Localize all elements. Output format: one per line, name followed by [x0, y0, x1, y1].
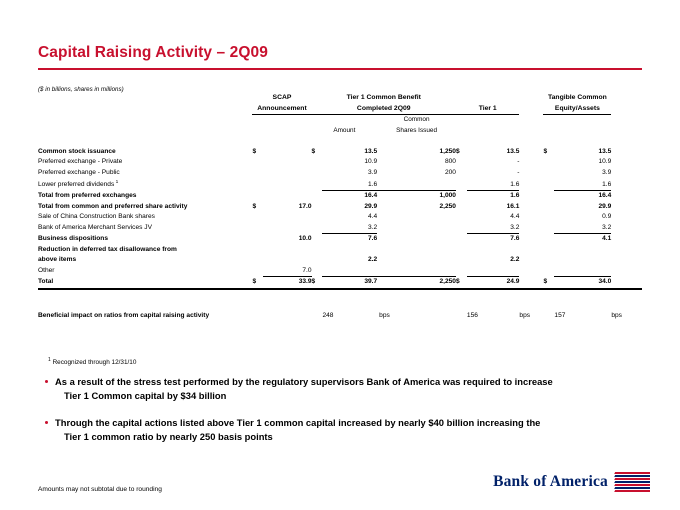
row-label: Sale of China Construction Bank shares: [38, 213, 155, 221]
row-currency-tier1: [456, 255, 467, 266]
row-label: above items: [38, 256, 77, 264]
row-shares-value: 800: [444, 158, 456, 165]
row-currency-tce: [543, 245, 554, 256]
row-tier1-value: 3.2: [467, 223, 520, 234]
row-shares-value: 2,250: [439, 202, 456, 210]
bps-tce: 157: [554, 311, 566, 319]
row-currency-scap: [252, 191, 263, 202]
table-row: [38, 255, 642, 266]
title-divider: [38, 68, 642, 70]
table-row: [38, 277, 642, 289]
row-scap-value: 10.0: [298, 235, 312, 243]
row-currency-tier1: [456, 245, 467, 256]
row-currency-tce: [543, 168, 554, 179]
logo-text: Bank of America: [493, 473, 608, 490]
table-row: [38, 245, 642, 256]
header-tier1: [456, 93, 519, 104]
header-tier1-benefit-line1: Tier 1 Common Benefit: [346, 94, 421, 101]
row-gap: [519, 277, 543, 289]
row-label: Lower preferred dividends $^1$: [38, 180, 119, 189]
row-scap-value: [263, 245, 311, 256]
bullet-item: [44, 375, 624, 402]
row-tce-value: 16.4: [598, 192, 612, 200]
row-tce-value: [554, 245, 611, 256]
page-title: Capital Raising Activity – 2Q09: [38, 44, 268, 61]
table-row: [38, 202, 642, 213]
row-scap-value: 17.0: [298, 202, 312, 210]
row-label: Business dispositions: [38, 235, 108, 243]
bullet-list: [44, 375, 624, 457]
row-amount-value: 7.6: [368, 235, 378, 243]
row-currency-amount: [312, 178, 323, 191]
row-currency-tier1: $: [456, 277, 467, 289]
row-label: Preferred exchange - Public: [38, 168, 120, 176]
row-gap: [519, 168, 543, 179]
header-scap-line1: SCAP: [272, 94, 292, 101]
row-label-footnote-marker: 1: [114, 180, 119, 185]
row-tier1-value: -: [517, 158, 520, 165]
row-shares-value: 2,250: [377, 277, 456, 289]
row-amount-value: [322, 245, 377, 256]
row-tail: [611, 277, 642, 289]
row-label: Common stock issuance: [38, 147, 116, 155]
table-row: [38, 234, 642, 245]
table-body: [38, 147, 642, 289]
row-currency-tce: [543, 266, 554, 277]
row-tail: [611, 266, 642, 277]
row-currency-scap: [252, 245, 263, 256]
row-tail: [611, 245, 642, 256]
row-currency-scap: [252, 255, 263, 266]
row-shares-value: [377, 255, 456, 266]
row-currency-tce: [543, 157, 554, 168]
table-spacer-2: [38, 289, 642, 301]
row-currency-amount: [312, 202, 323, 213]
row-tce-value: 1.6: [554, 178, 611, 191]
row-scap-value: 7.0: [263, 266, 311, 277]
row-shares-value: [377, 223, 456, 234]
row-scap-value: [263, 255, 311, 266]
row-tier1-value: 24.9: [467, 277, 520, 289]
row-currency-scap: $: [252, 277, 263, 289]
table-row: [38, 212, 642, 223]
header-tce-line2: Equity/Assets: [543, 104, 611, 115]
row-gap: [519, 157, 543, 168]
table-header-row-1: [38, 93, 642, 104]
row-tier1-value: [467, 245, 520, 256]
bps-row: [38, 311, 642, 322]
row-tail: [611, 234, 642, 245]
row-label: Other: [38, 267, 55, 275]
row-tce-value: [554, 255, 611, 266]
row-currency-tier1: [456, 168, 467, 179]
header-scap-line2: Announcement: [252, 104, 311, 115]
row-tce-value: 3.2: [554, 223, 611, 234]
footnote-text: Recognized through 12/31/10: [52, 359, 137, 367]
row-currency-tier1: [456, 212, 467, 223]
row-currency-tce: [543, 223, 554, 234]
row-currency-amount: [312, 266, 323, 277]
row-amount-value: 13.5: [364, 147, 378, 155]
table-row: [38, 178, 642, 191]
row-label: Preferred exchange - Private: [38, 158, 123, 165]
row-tce-value: 29.9: [598, 202, 612, 210]
units-note: ($ in billions, shares in millions): [38, 86, 124, 93]
row-gap: [519, 178, 543, 191]
capital-raising-table: [38, 93, 642, 321]
bps-tier1: 156: [466, 311, 478, 319]
row-currency-tce: [543, 178, 554, 191]
row-tce-value: 13.5: [598, 147, 612, 155]
row-gap: [519, 234, 543, 245]
row-tce-value: 0.9: [602, 213, 612, 221]
row-shares-value: 200: [444, 168, 456, 176]
table-row: [38, 168, 642, 179]
row-currency-tce: $: [543, 277, 554, 289]
header-shares-line1: Common: [403, 116, 430, 123]
row-gap: [519, 255, 543, 266]
header-shares-line2: Shares Issued: [396, 126, 437, 134]
footnote-marker: 1: [48, 357, 51, 363]
header-tier1-label: Tier 1: [456, 104, 519, 115]
row-shares-value: [377, 178, 456, 191]
row-currency-amount: [312, 234, 323, 245]
bps-tier1-unit: bps: [519, 311, 531, 319]
row-currency-scap: $: [252, 202, 257, 210]
row-amount-value: 29.9: [364, 202, 378, 210]
bullet-line-1: As a result of the stress test performed by the regulatory supervisors Bank of America was required to increase: [55, 376, 553, 387]
row-amount-value: 2.2: [368, 256, 378, 264]
row-currency-tier1: [456, 178, 467, 191]
row-tail: [611, 147, 642, 158]
header-amount: Amount: [333, 126, 356, 134]
row-currency-tier1: [456, 266, 467, 277]
row-tier1-value: 2.2: [510, 256, 520, 264]
flag-icon: [614, 472, 650, 492]
row-tail: [611, 255, 642, 266]
financial-table-wrapper: [38, 86, 642, 321]
row-currency-tier1: [456, 223, 467, 234]
row-currency-amount: [312, 255, 323, 266]
row-tier1-value: 1.6: [510, 192, 520, 200]
row-tce-value: 10.9: [598, 158, 612, 165]
row-label: Total from preferred exchanges: [38, 192, 137, 200]
header-tce-line1: Tangible Common: [548, 94, 607, 101]
row-currency-amount: [312, 191, 323, 202]
row-shares-value: [377, 212, 456, 223]
row-scap-value: [263, 178, 311, 191]
row-tce-value: 3.9: [602, 168, 612, 176]
table-header-row-4: [38, 126, 642, 137]
table-row: [38, 223, 642, 234]
row-currency-tce: [543, 212, 554, 223]
row-tce-value: 4.1: [602, 235, 612, 243]
row-currency-scap: [252, 168, 263, 179]
row-currency-tier1: [456, 157, 467, 168]
row-currency-tier1: [456, 202, 467, 213]
row-shares-value: [377, 234, 456, 245]
table-header-row-2: [38, 104, 642, 115]
row-tail: [611, 178, 642, 191]
row-tier1-value: 7.6: [510, 235, 520, 243]
row-amount-value: 3.9: [368, 168, 378, 176]
row-tail: [611, 157, 642, 168]
row-gap: [519, 266, 543, 277]
row-currency-scap: $: [252, 147, 257, 155]
row-currency-scap: [252, 212, 263, 223]
row-gap: [519, 147, 543, 158]
row-label: Bank of America Merchant Services JV: [38, 224, 152, 232]
row-tce-value: [554, 266, 611, 277]
row-tce-value: 34.0: [554, 277, 611, 289]
row-tier1-value: [467, 266, 520, 277]
row-currency-scap: [252, 178, 263, 191]
row-label: Total from common and preferred share activity: [38, 202, 188, 210]
row-amount-value: [322, 266, 377, 277]
row-tail: [611, 168, 642, 179]
row-tail: [611, 212, 642, 223]
row-currency-tce: [543, 255, 554, 266]
header-tier1-benefit-line2: Completed 2Q09: [312, 104, 456, 115]
row-label: Total: [38, 277, 252, 289]
row-currency-scap: [252, 157, 263, 168]
row-scap-value: [263, 147, 311, 158]
row-tier1-value: 16.1: [506, 202, 520, 210]
table-spacer-3: [38, 300, 642, 311]
bullet-line-2: Tier 1 Common capital by $34 billion: [64, 389, 227, 401]
row-shares-value: [377, 245, 456, 256]
row-currency-amount: [312, 157, 323, 168]
row-amount-value: 3.2: [322, 223, 377, 234]
row-label: Reduction in deferred tax disallowance from: [38, 245, 177, 253]
row-scap-value: [263, 212, 311, 223]
row-currency-amount: [312, 212, 323, 223]
row-currency-tce: $: [543, 147, 548, 155]
bullet-line-2: Tier 1 common ratio by nearly 250 basis points: [64, 430, 273, 442]
footnote: [48, 357, 136, 366]
table-row: [38, 157, 642, 168]
row-tier1-value: 4.4: [510, 213, 520, 221]
row-scap-value: [263, 223, 311, 234]
row-currency-scap: [252, 234, 263, 245]
row-currency-amount: $: [312, 277, 323, 289]
bps-label: Beneficial impact on ratios from capital raising activity: [38, 311, 210, 319]
row-scap-value: [263, 157, 311, 168]
bps-amount-unit: bps: [379, 311, 390, 319]
bps-tce-unit: bps: [611, 311, 622, 319]
bullet-line-1: Through the capital actions listed above Tier 1 common capital increased by nearly $40 billion increasing the: [55, 417, 541, 428]
row-amount-value: 16.4: [364, 192, 378, 200]
row-currency-amount: [312, 168, 323, 179]
table-row: [38, 191, 642, 202]
table-row: [38, 147, 642, 158]
header-amount-spacer: [312, 115, 378, 126]
table-row: [38, 266, 642, 277]
row-gap: [519, 212, 543, 223]
row-currency-tce: [543, 202, 554, 213]
row-shares-value: 1,000: [439, 192, 456, 200]
bullet-item: [44, 416, 624, 443]
row-amount-value: 4.4: [368, 213, 378, 221]
row-amount-value: 39.7: [322, 277, 377, 289]
row-gap: [519, 191, 543, 202]
row-currency-scap: [252, 266, 263, 277]
row-scap-value: [263, 191, 311, 202]
row-tail: [611, 223, 642, 234]
bps-amount: 248: [322, 311, 334, 319]
row-scap-value: [263, 168, 311, 179]
row-currency-tce: [543, 191, 554, 202]
bank-of-america-logo: [493, 472, 650, 492]
row-tier1-value: 13.5: [506, 147, 520, 155]
row-currency-tce: [543, 234, 554, 245]
row-tier1-value: -: [517, 168, 520, 176]
row-scap-value: 33.9: [263, 277, 311, 289]
row-currency-amount: [312, 245, 323, 256]
amounts-note: Amounts may not subtotal due to rounding: [38, 486, 162, 493]
row-shares-value: 1,250: [439, 147, 456, 155]
row-currency-tier1: [456, 191, 467, 202]
row-currency-tier1: $: [455, 147, 460, 155]
row-currency-amount: [312, 223, 323, 234]
row-amount-value: 1.6: [322, 178, 377, 191]
table-header-row-3: [38, 115, 642, 126]
row-tail: [611, 202, 642, 213]
row-currency-scap: [252, 223, 263, 234]
row-tail: [611, 191, 642, 202]
row-currency-tier1: [456, 234, 467, 245]
row-amount-value: 10.9: [364, 158, 378, 165]
row-currency-amount: $: [311, 147, 316, 155]
flag-stripe: [614, 490, 650, 492]
row-gap: [519, 245, 543, 256]
table-spacer: [38, 136, 642, 147]
row-tier1-value: 1.6: [467, 178, 520, 191]
row-gap: [519, 223, 543, 234]
row-shares-value: [377, 266, 456, 277]
row-gap: [519, 202, 543, 213]
